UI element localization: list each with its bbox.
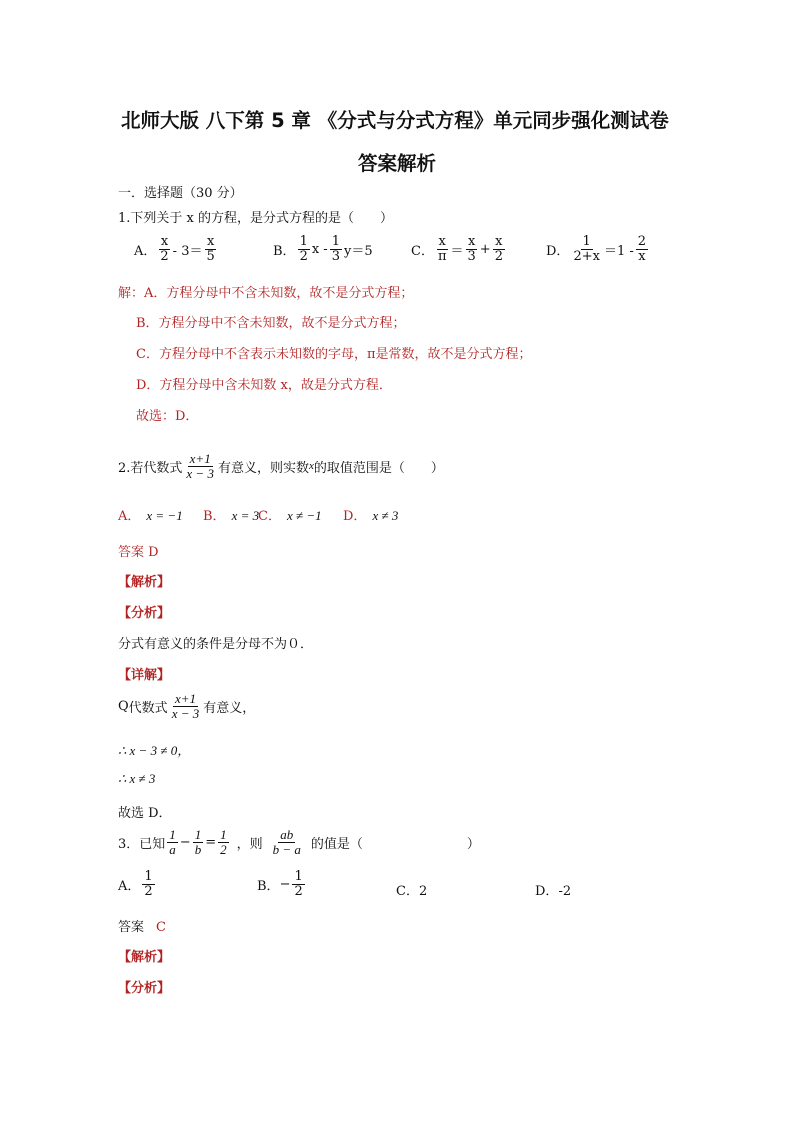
fraction: $\frac{2}{x}$ (637, 234, 647, 264)
fraction: $\frac{1}{a}$ (169, 827, 176, 857)
q3-stem: 3．已知 $\frac{1}{a}$ − $\frac{1}{b}$ = $\frac{1}{2}$ ，则 $\frac{ab}{b - a}$ 的值是（ ） (118, 827, 480, 857)
q3-fenxi-tag: 【分析】 (118, 981, 171, 996)
fraction: $\frac{x+1}{x - 3}$ (186, 451, 214, 481)
q1-option-a: A． $\frac{x}{2}$ - 3＝ $\frac{x}{5}$ (134, 234, 215, 264)
q2-answer: 答案 D (118, 545, 159, 560)
section-heading: 一．选择题（30 分） (118, 186, 243, 201)
q2-option-c: C． x ≠ −1 (258, 508, 322, 524)
q2-option-d: D． x ≠ 3 (343, 508, 399, 524)
q1-option-c: C． $\frac{x}{\pi}$ ＝ $\frac{x}{3}$ + $\frac{x}{2}$ (411, 234, 503, 264)
fraction: $\frac{1}{3}$ (331, 234, 340, 264)
fraction: $\frac{x}{2}$ (494, 234, 503, 264)
q1-solution-line: 故选：D． (136, 409, 199, 424)
fraction: $\frac{x}{\pi}$ (437, 234, 447, 264)
fraction: $\frac{x+1}{x - 3}$ (171, 691, 200, 721)
q2-fenxi-text: 分式有意义的条件是分母不为０． (118, 637, 314, 652)
because-symbol: Q (118, 698, 129, 714)
fraction: $\frac{1}{2+x}$ (573, 234, 600, 264)
q2-stem: 2.若代数式 $\frac{x+1}{x - 3}$ 有意义，则实数 x 的取值范围是（ ） (118, 451, 444, 481)
q2-choose: 故选 D． (118, 806, 172, 821)
q2-analysis-tag: 【解析】 (118, 575, 171, 590)
q2-detail-tag: 【详解】 (118, 668, 171, 683)
q2-option-a: A． x = −1 (118, 508, 183, 524)
q1-stem: 1.下列关于 x 的方程，是分式方程的是（ ） (118, 211, 393, 226)
fraction: $\frac{1}{2}$ (294, 869, 303, 899)
q1-option-b: B． $\frac{1}{2}$ x - $\frac{1}{3}$ y＝5 (273, 234, 373, 264)
q3-answer: 答案 C (118, 920, 166, 935)
q2-option-b: B． x = 3 (203, 508, 260, 524)
q2-detail-line: Q 代数式 $\frac{x+1}{x - 3}$ 有意义， (118, 691, 256, 721)
q3-option-b: B． − $\frac{1}{2}$ (257, 869, 303, 899)
fraction: $\frac{1}{2}$ (220, 827, 227, 857)
page-title: 北师大版 八下第 5 章 《分式与分式方程》单元同步强化测试卷 (121, 109, 669, 132)
q2-step: ∴ x ≠ 3 (118, 771, 156, 786)
q3-option-d: D．-2 (535, 884, 572, 899)
q1-solution-line: C．方程分母中不含表示未知数的字母，π是常数，故不是分式方程； (136, 347, 532, 362)
fraction: $\frac{1}{b}$ (194, 827, 202, 857)
q2-fenxi-tag: 【分析】 (118, 606, 171, 621)
fraction: $\frac{x}{2}$ (160, 234, 169, 264)
q2-step: ∴ x − 3 ≠ 0， (118, 743, 191, 758)
fraction: $\frac{ab}{b - a}$ (272, 827, 301, 857)
fraction: $\frac{1}{2}$ (144, 869, 153, 899)
fraction: $\frac{x}{5}$ (206, 234, 215, 264)
page-subtitle: 答案解析 (358, 152, 437, 175)
q1-solution-line: 解：A．方程分母中不含未知数，故不是分式方程； (118, 286, 414, 301)
q3-option-c: C．2 (396, 884, 428, 899)
q1-solution-line: D．方程分母中含未知数 x，故是分式方程． (136, 378, 392, 393)
q1-solution-line: B．方程分母中不含未知数，故不是分式方程； (136, 316, 406, 331)
fraction: $\frac{x}{3}$ (467, 234, 476, 264)
q3-option-a: A． $\frac{1}{2}$ (118, 869, 153, 899)
fraction: $\frac{1}{2}$ (299, 234, 308, 264)
q3-analysis-tag: 【解析】 (118, 950, 171, 965)
q1-option-d: D． $\frac{1}{2+x}$ ＝1 - $\frac{2}{x}$ (546, 234, 647, 264)
